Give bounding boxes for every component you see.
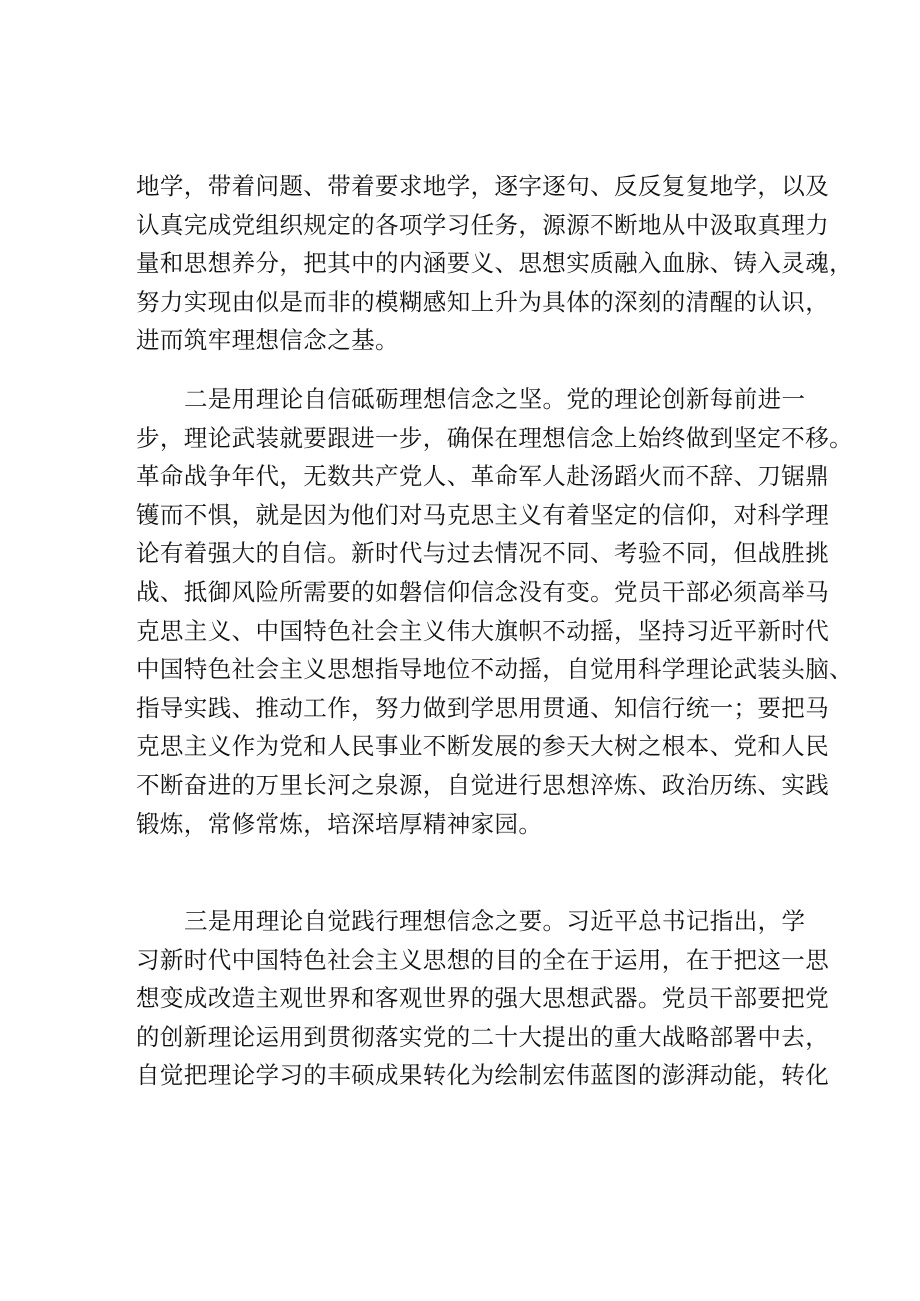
paragraph-continuation <box>136 167 853 360</box>
paragraph-theory-consciousness <box>136 902 830 1095</box>
text-line: 指导实践、推动工作，努力做到学思用贯通、知信行统一；要把马 <box>136 693 830 722</box>
text-line: 努力实现由似是而非的模糊感知上升为具体的深刻的清醒的认识， <box>136 287 830 316</box>
text-line: 的创新理论运用到贯彻落实党的二十大提出的重大战略部署中去， <box>136 1022 830 1051</box>
text-line: 三是用理论自觉践行理想信念之要。习近平总书记指出，学 <box>184 907 806 935</box>
text-line: 锻炼，常修常炼，培深培厚精神家园。 <box>136 809 543 838</box>
text-line: 步，理论武装就要跟进一步，确保在理想信念上始终做到坚定不移。 <box>136 423 853 452</box>
text-line: 习新时代中国特色社会主义思想的目的全在于运用，在于把这一思 <box>136 945 830 974</box>
text-line: 战、抵御风险所需要的如磐信仰信念没有变。党员干部必须高举马 <box>136 577 830 606</box>
text-line: 镬而不惧，就是因为他们对马克思主义有着坚定的信仰，对科学理 <box>136 500 830 529</box>
text-line: 中国特色社会主义思想指导地位不动摇，自觉用科学理论武装头脑、 <box>136 655 853 684</box>
text-line: 革命战争年代，无数共产党人、革命军人赴汤蹈火而不辞、刀锯鼎 <box>136 462 830 491</box>
text-line: 进而筑牢理想信念之基。 <box>136 326 399 355</box>
text-line: 自觉把理论学习的丰硕成果转化为绘制宏伟蓝图的澎湃动能，转化 <box>136 1061 830 1090</box>
text-line: 认真完成党组织规定的各项学习任务，源源不断地从中汲取真理力 <box>136 210 830 239</box>
text-line: 不断奋进的万里长河之泉源，自觉进行思想淬炼、政治历练、实践 <box>136 770 830 799</box>
text-line: 想变成改造主观世界和客观世界的强大思想武器。党员干部要把党 <box>136 984 830 1013</box>
text-line: 克思主义、中国特色社会主义伟大旗帜不动摇，坚持习近平新时代 <box>136 616 830 645</box>
text-line: 二是用理论自信砥砺理想信念之坚。党的理论创新每前进一 <box>184 385 806 413</box>
text-line: 量和思想养分，把其中的内涵要义、思想实质融入血脉、铸入灵魂， <box>136 249 853 278</box>
text-line: 地学，带着问题、带着要求地学，逐字逐句、反反复复地学，以及 <box>136 172 830 200</box>
text-line: 克思主义作为党和人民事业不断发展的参天大树之根本、党和人民 <box>136 732 830 761</box>
text-line: 论有着强大的自信。新时代与过去情况不同、考验不同，但战胜挑 <box>136 539 830 568</box>
paragraph-theory-confidence <box>136 380 853 843</box>
